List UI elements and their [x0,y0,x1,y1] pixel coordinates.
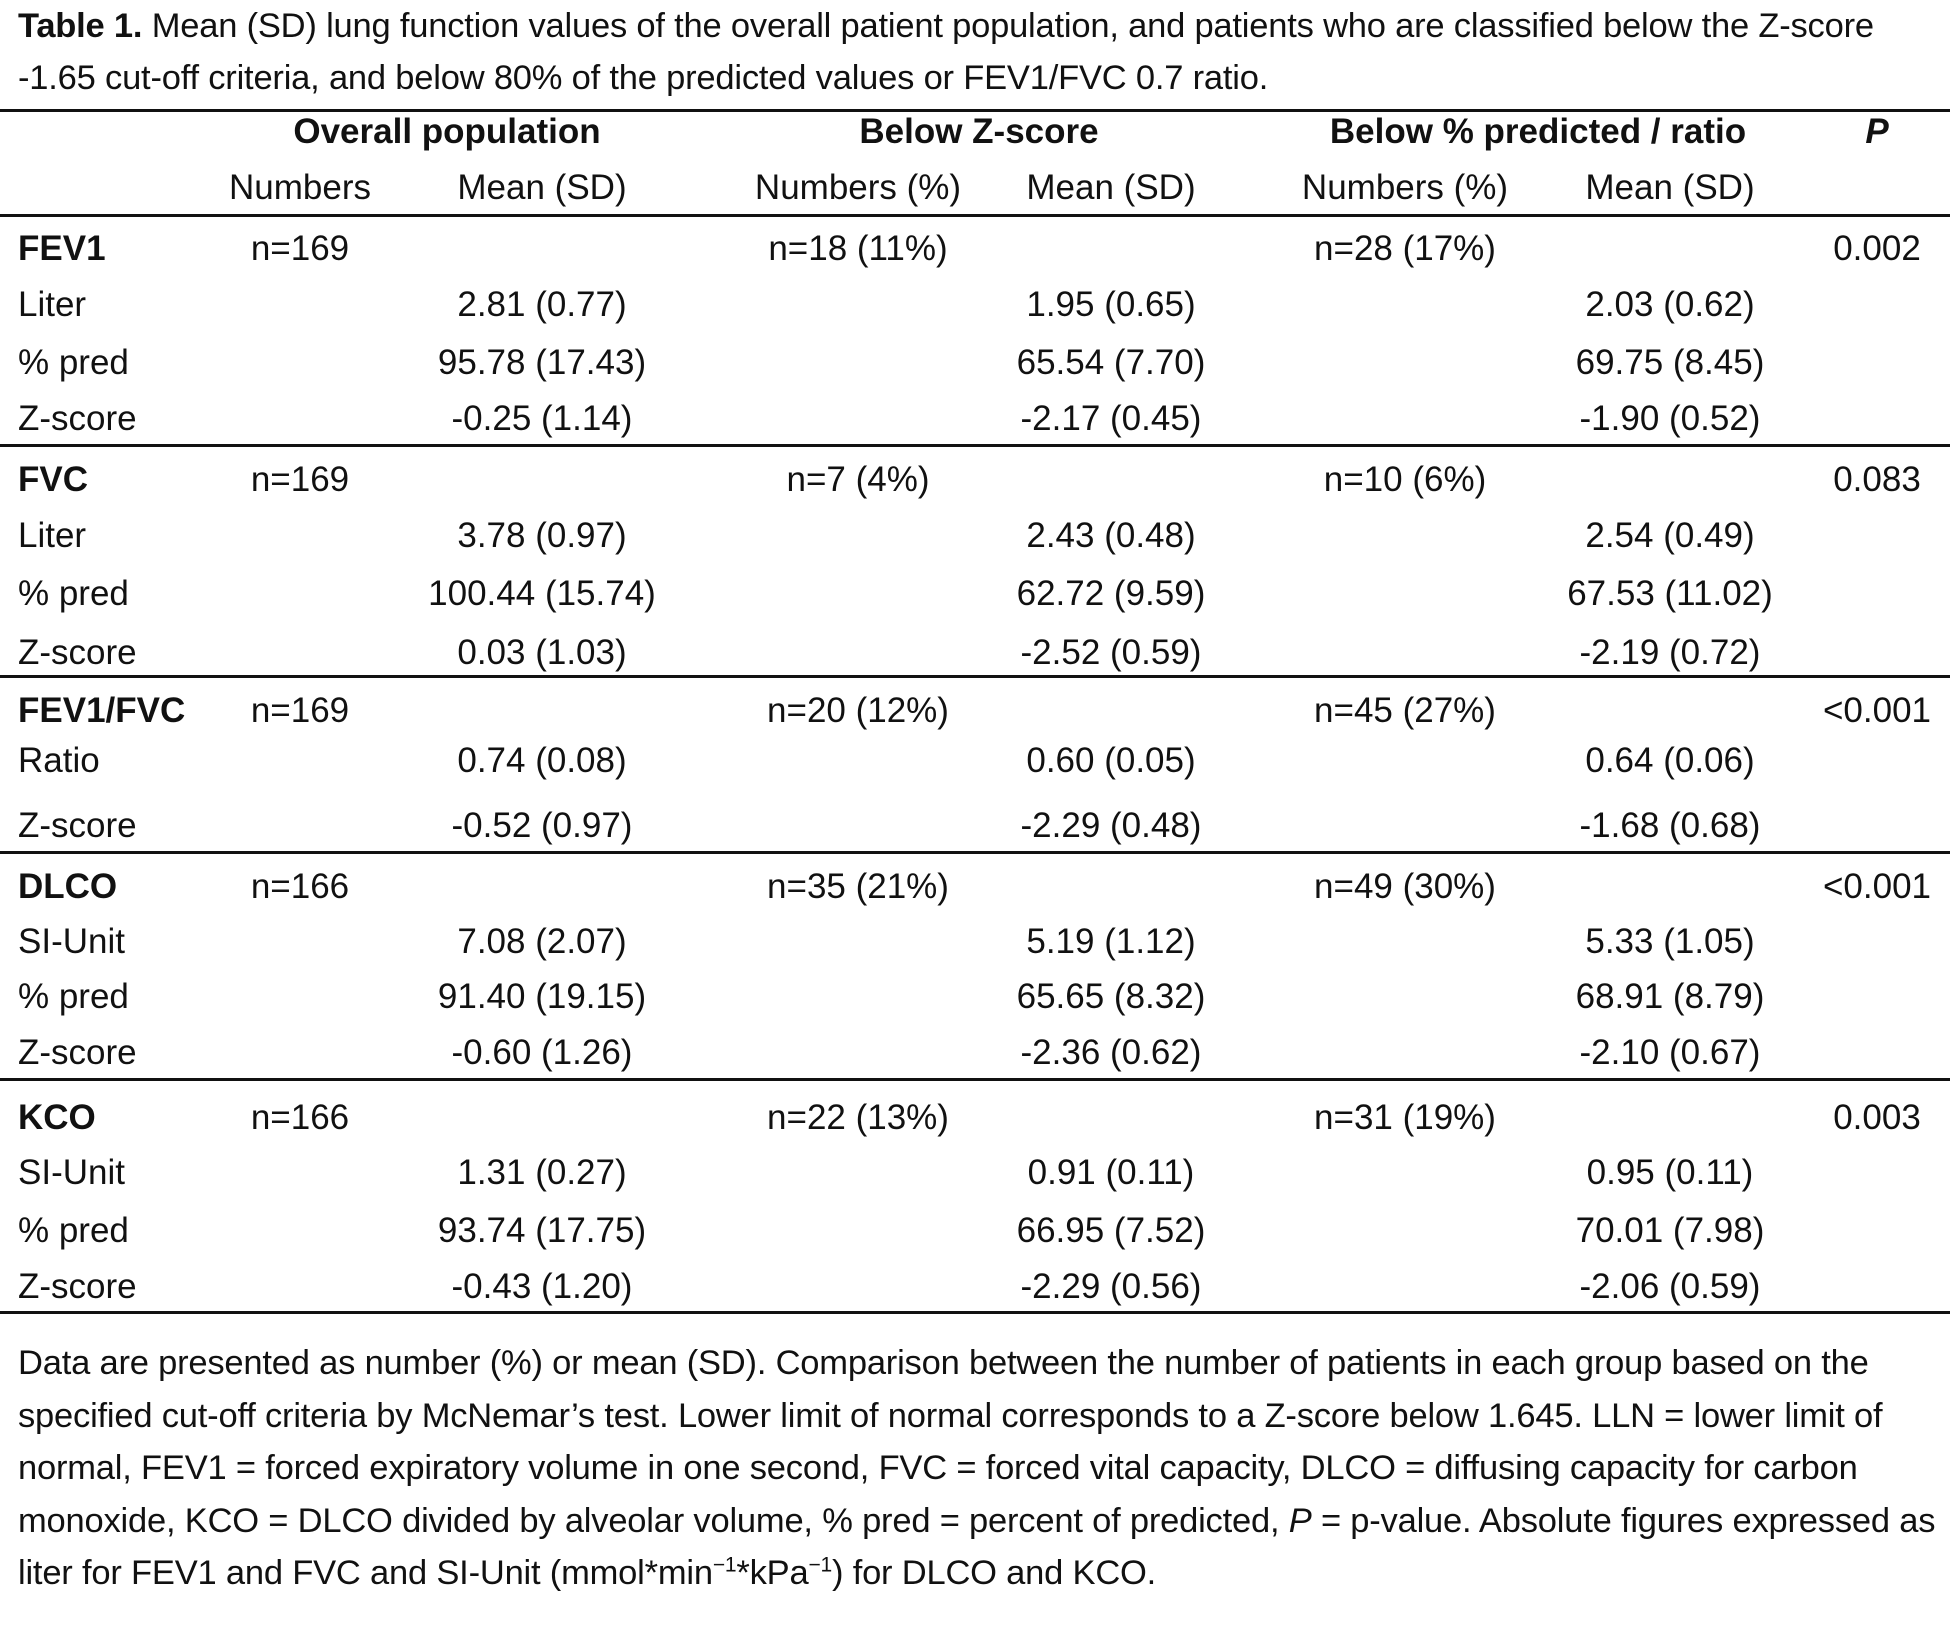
below-pred-mean: 2.54 (0.49) [1585,516,1755,555]
p-value: 0.003 [1833,1098,1921,1137]
row-label: Z-score [18,1033,137,1072]
below-z-mean: 5.19 (1.12) [1026,922,1196,961]
section-title: DLCO [18,867,118,906]
subheader-mean-sd: Mean (SD) [457,168,627,207]
header-rule [0,214,1950,217]
overall-mean: -0.25 (1.14) [451,399,633,438]
overall-mean: 91.40 (19.15) [437,977,647,1016]
row-label: % pred [18,977,129,1016]
below-pred-mean: -2.06 (0.59) [1579,1267,1761,1306]
n-below-pred: n=45 (27%) [1314,691,1496,730]
caption-text: Mean (SD) lung function values of the overall patient population, and patients who are classified below the Z-score -1.65 cut-off criteria, and below 80% of the predicted values or FEV1/FVC 0.7 ratio. [18,7,1874,97]
below-pred-mean: 68.91 (8.79) [1575,977,1765,1016]
overall-mean: 2.81 (0.77) [457,285,627,324]
subheader-numbers: Numbers [229,168,371,207]
table-footnote [18,1337,1938,1600]
section-title: FEV1 [18,229,106,268]
below-z-mean: -2.52 (0.59) [1020,633,1202,672]
n-overall: n=169 [250,229,350,268]
overall-mean: 3.78 (0.97) [457,516,627,555]
n-below-z: n=35 (21%) [767,867,949,906]
n-overall: n=169 [250,691,350,730]
row-label: Liter [18,516,87,555]
below-pred-mean: -2.19 (0.72) [1579,633,1761,672]
row-label: Z-score [18,633,137,672]
overall-mean: 0.74 (0.08) [457,741,627,780]
row-label: SI-Unit [18,1153,125,1192]
below-z-mean: -2.29 (0.56) [1020,1267,1202,1306]
row-label: Ratio [18,741,100,780]
overall-mean: 100.44 (15.74) [428,574,656,613]
below-pred-mean: 5.33 (1.05) [1585,922,1755,961]
section-title: FVC [18,460,88,499]
overall-mean: 1.31 (0.27) [457,1153,627,1192]
section-rule [0,1078,1950,1081]
footnote-superscript: −1 [712,1553,737,1577]
header-below-pct-predicted: Below % predicted / ratio [1329,112,1747,151]
section-rule [0,675,1950,678]
below-pred-mean: 2.03 (0.62) [1585,285,1755,324]
p-value: <0.001 [1822,867,1932,906]
header-below-z-score: Below Z-score [859,112,1099,151]
subheader-numbers-pct: Numbers (%) [754,168,962,207]
footnote-text: = p-value. Absolute figures expressed as liter for FEV1 and FVC and SI-Unit (mmol*min [18,1501,1936,1592]
row-label: Liter [18,285,87,324]
n-below-pred: n=28 (17%) [1314,229,1496,268]
row-label: % pred [18,574,129,613]
below-pred-mean: -1.90 (0.52) [1579,399,1761,438]
below-pred-mean: -1.68 (0.68) [1579,806,1761,845]
overall-mean: -0.43 (1.20) [451,1267,633,1306]
overall-mean: 95.78 (17.43) [437,343,647,382]
footnote-text: ) for DLCO and KCO. [832,1554,1157,1592]
below-z-mean: -2.29 (0.48) [1020,806,1202,845]
table-caption [18,0,1938,104]
below-pred-mean: 70.01 (7.98) [1575,1211,1765,1250]
below-z-mean: -2.17 (0.45) [1020,399,1202,438]
n-below-z: n=20 (12%) [767,691,949,730]
section-rule [0,851,1950,854]
n-below-z: n=7 (4%) [786,460,930,499]
below-pred-mean: 67.53 (11.02) [1567,574,1773,613]
header-overall-population: Overall population [293,112,601,151]
n-below-z: n=18 (11%) [768,229,948,268]
overall-mean: 7.08 (2.07) [457,922,627,961]
row-label: SI-Unit [18,922,125,961]
table-label: Table 1. [18,7,143,45]
below-pred-mean: 69.75 (8.45) [1575,343,1765,382]
footnote-p-symbol: P [1288,1501,1312,1540]
section-title: FEV1/FVC [18,691,186,730]
row-label: % pred [18,343,129,382]
p-value: 0.002 [1833,229,1921,268]
below-pred-mean: -2.10 (0.67) [1579,1033,1761,1072]
subheader-mean-sd: Mean (SD) [1585,168,1755,207]
below-z-mean: 66.95 (7.52) [1016,1211,1206,1250]
overall-mean: 93.74 (17.75) [437,1211,647,1250]
n-overall: n=169 [250,460,350,499]
below-z-mean: 0.91 (0.11) [1027,1153,1195,1192]
n-overall: n=166 [250,867,350,906]
overall-mean: 0.03 (1.03) [457,633,627,672]
section-title: KCO [18,1098,96,1137]
below-z-mean: 0.60 (0.05) [1026,741,1196,780]
row-label: Z-score [18,806,137,845]
below-z-mean: 2.43 (0.48) [1026,516,1196,555]
below-z-mean: 1.95 (0.65) [1026,285,1196,324]
p-value: <0.001 [1822,691,1932,730]
overall-mean: -0.52 (0.97) [451,806,633,845]
row-label: Z-score [18,399,137,438]
footnote-text: Data are presented as number (%) or mean (SD). Comparison between the number of patients in each group based on the specified cut-off criteria by McNemar’s test. Lower limit of normal corresponds to a Z-score below 1.645. LLN = lower limit of normal, FEV1 = forced expiratory volume in one second, FVC = forced vital capacity, DLCO = diffusing capacity for carbon monoxide, KCO = DLCO divided by alveolar volume, % pred = percent of predicted, [18,1344,1883,1540]
subheader-mean-sd: Mean (SD) [1026,168,1196,207]
header-p-value: P [1865,112,1889,151]
row-label: % pred [18,1211,129,1250]
section-rule [0,444,1950,447]
n-below-z: n=22 (13%) [767,1098,949,1137]
below-z-mean: 62.72 (9.59) [1016,574,1206,613]
n-below-pred: n=10 (6%) [1323,460,1487,499]
n-below-pred: n=49 (30%) [1314,867,1496,906]
below-z-mean: -2.36 (0.62) [1020,1033,1202,1072]
below-pred-mean: 0.95 (0.11) [1586,1153,1754,1192]
p-value: 0.083 [1833,460,1921,499]
footnote-superscript: −1 [808,1553,833,1577]
overall-mean: -0.60 (1.26) [451,1033,633,1072]
row-label: Z-score [18,1267,137,1306]
below-z-mean: 65.54 (7.70) [1016,343,1206,382]
bottom-rule [0,1311,1950,1314]
subheader-numbers-pct: Numbers (%) [1301,168,1509,207]
below-pred-mean: 0.64 (0.06) [1585,741,1755,780]
footnote-text: *kPa [736,1554,809,1592]
below-z-mean: 65.65 (8.32) [1016,977,1206,1016]
n-overall: n=166 [250,1098,350,1137]
n-below-pred: n=31 (19%) [1314,1098,1496,1137]
